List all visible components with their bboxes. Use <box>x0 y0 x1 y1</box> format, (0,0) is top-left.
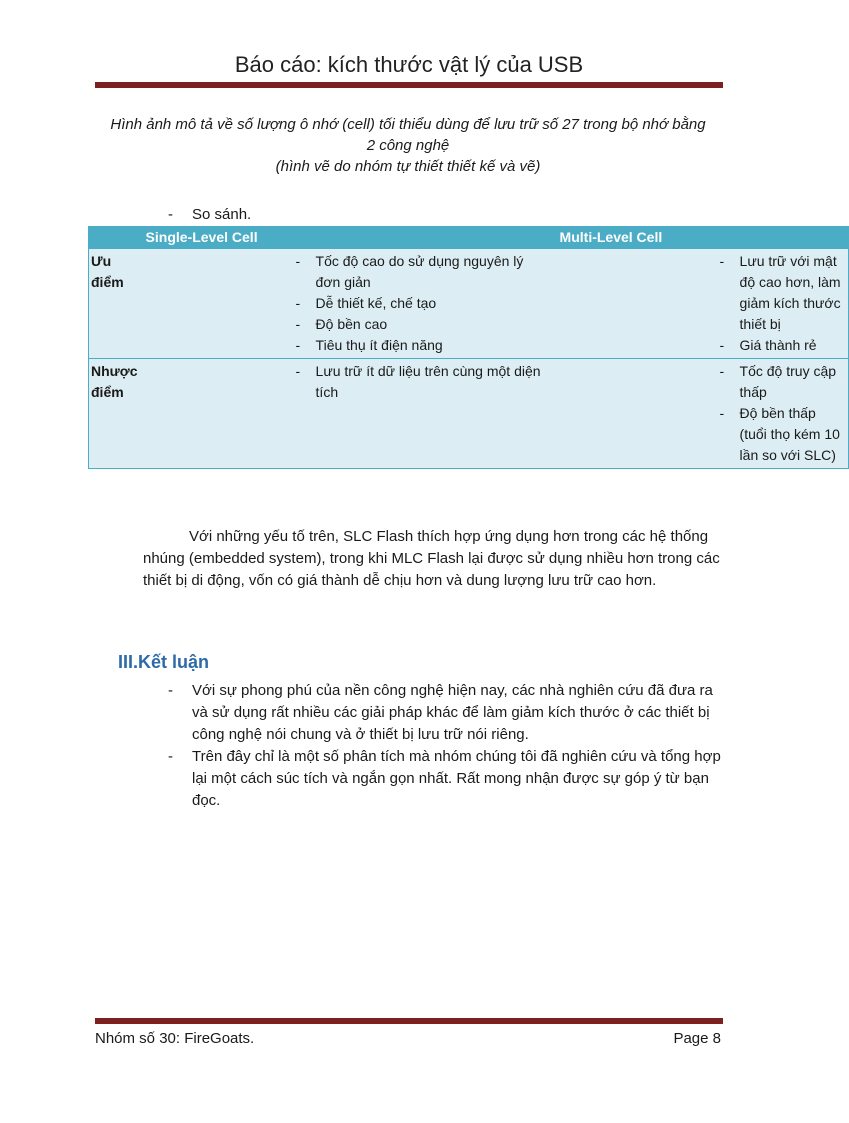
compare-label: So sánh. <box>192 206 252 223</box>
caption-line-3: (hình vẽ do nhóm tự thiết thiết kế và vẽ) <box>275 158 541 175</box>
list-item: - Tiêu thụ ít điện năng <box>292 335 552 356</box>
header-cell-empty <box>89 227 140 249</box>
list-item: - Dễ thiết kế, chế tạo <box>292 293 552 314</box>
conclusion-text-2: Trên đây chỉ là một số phân tích mà nhóm chúng tôi đã nghiên cứu và tổng hợp lại một cách súc tích và ngắn gọn nhất. Rất mong nhận được sự góp ý từ bạn đọc. <box>192 748 721 809</box>
conclusion-list <box>168 680 728 812</box>
advantages-slc-cell <box>140 249 554 359</box>
caption-line-2: 2 công nghệ <box>366 137 450 154</box>
list-item: - Tốc độ truy cập thấp <box>716 361 846 403</box>
page-header-title: Báo cáo: kích thước vật lý của USB <box>234 52 584 77</box>
footer-group-name: Nhóm số 30: FireGoats. <box>95 1030 255 1047</box>
row-label-advantages: Ưu điểm <box>89 249 140 359</box>
disadvantages-slc-cell <box>140 359 554 469</box>
figure-caption <box>90 114 726 177</box>
list-item: - Tốc độ cao do sử dụng nguyên lý đơn giản <box>292 251 552 293</box>
list-item: - Độ bền thấp (tuổi thọ kém 10 lần so với SLC) <box>716 403 846 466</box>
header-cell-slc: Single-Level Cell <box>140 227 554 249</box>
list-item: - Độ bền cao <box>292 314 552 335</box>
bullet-dash: - <box>168 206 173 223</box>
footer-page-number: Page 8 <box>673 1030 721 1047</box>
list-item: - Lưu trữ ít dữ liệu trên cùng một diện tích <box>292 361 552 403</box>
section-title: Kết luận <box>138 652 210 672</box>
table-header-row <box>89 227 849 249</box>
section-number: III. <box>118 652 139 672</box>
list-item: - Lưu trữ với mật độ cao hơn, làm giảm kích thước thiết bị <box>716 251 846 335</box>
bullet-dash: - <box>168 748 173 765</box>
conclusion-text-1: Với sự phong phú của nền công nghệ hiện nay, các nhà nghiên cứu đã đưa ra và sử dụng rất nhiều các giải pháp khác để làm giảm kích thước ở các thiết bị công nghệ nói chung và ở thiết bị lưu trữ nói riêng. <box>192 682 713 743</box>
comparison-table <box>88 226 849 469</box>
list-item <box>168 680 728 746</box>
header-cell-mlc: Multi-Level Cell <box>554 227 849 249</box>
list-item: - Giá thành rẻ <box>716 335 846 356</box>
table-row <box>89 249 849 359</box>
footer-rule <box>95 1018 723 1024</box>
header-rule <box>95 82 723 88</box>
bullet-dash: - <box>168 682 173 699</box>
disadvantages-mlc-cell <box>554 359 849 469</box>
summary-paragraph: Với những yếu tố trên, SLC Flash thích hợp ứng dụng hơn trong các hệ thống nhúng (embedded system), trong khi MLC Flash lại được sử dụng nhiều hơn trong các thiết bị di động, vốn có giá thành dễ chịu hơn và dung lượng lưu trữ cao hơn. <box>143 528 720 589</box>
compare-bullet <box>168 206 251 223</box>
advantages-mlc-cell <box>554 249 849 359</box>
row-label-disadvantages: Nhược điểm <box>89 359 140 469</box>
section-heading <box>118 652 209 673</box>
list-item <box>168 746 728 812</box>
table-row <box>89 359 849 469</box>
caption-line-1: Hình ảnh mô tả về số lượng ô nhớ (cell) tối thiểu dùng để lưu trữ số 27 trong bộ nhớ bằng <box>110 116 706 133</box>
